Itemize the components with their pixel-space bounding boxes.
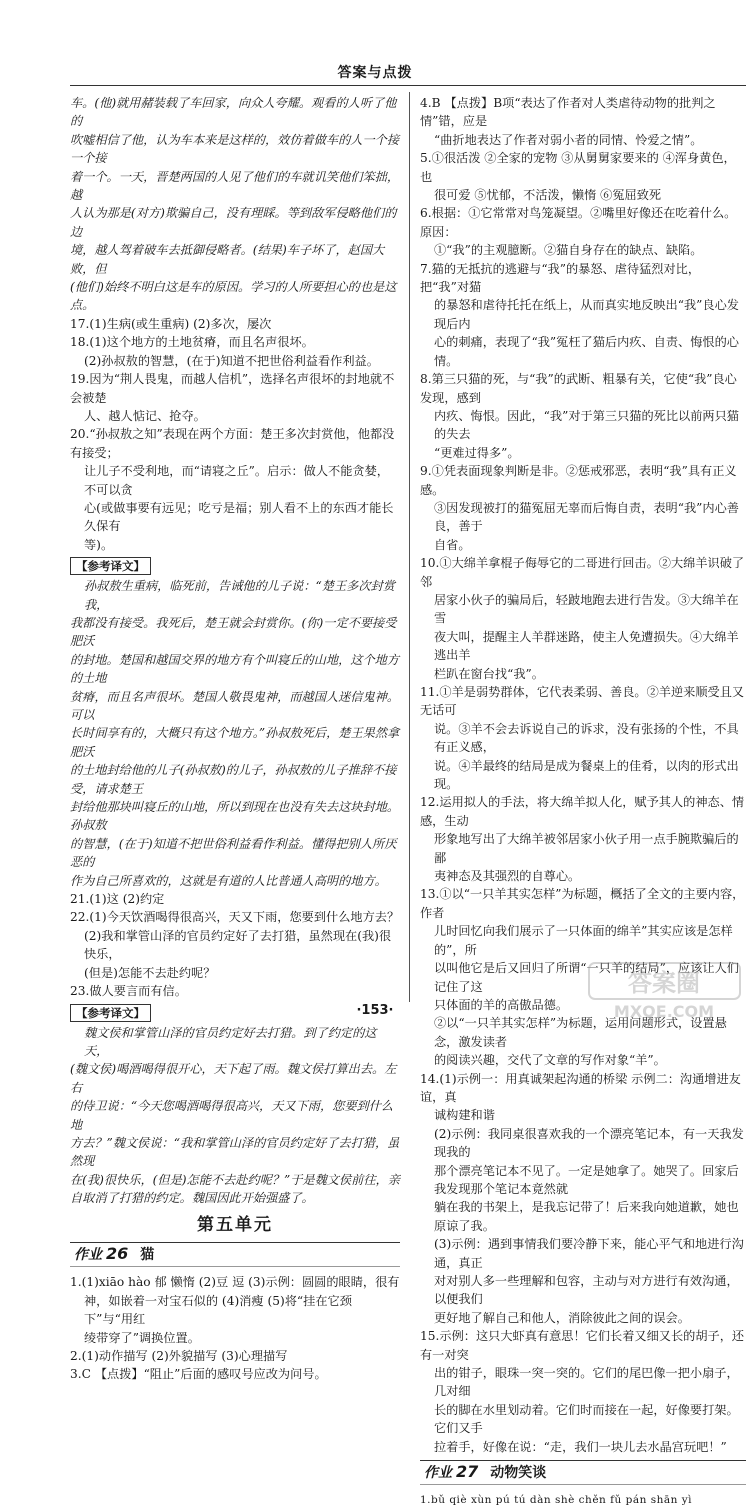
hw26-answer-1-cont: 绫带穿了”调换位置。 <box>84 1330 200 1345</box>
reference-translation-tag: 【参考译文】 <box>70 557 151 575</box>
homework-number: 26 <box>106 1243 129 1263</box>
answer-12: 12.运用拟人的手法，将大绵羊拟人化，赋予其人的神态、情感，生动 <box>420 795 745 828</box>
answer-14-cont: (3)示例：遇到事情我们要冷静下来，能心平气和地进行沟通，真正 <box>434 1237 744 1270</box>
answer-12-cont: 夷神态及其强烈的自尊心。 <box>434 869 581 884</box>
answer-9-cont: 自省。 <box>434 537 471 552</box>
header-rule <box>70 85 746 86</box>
text-line: (他们)始终不明白这是车的原因。学习的人所要担心的也是这点。 <box>70 280 397 313</box>
answer-14-cont: 躺在我的书架上，是我忘记带了！后来我向她道歉，她也原谅了我。 <box>434 1200 739 1233</box>
homework-label: 作业 <box>74 1246 102 1263</box>
text-line: 自取消了打猎的约定。魏国因此开始强盛了。 <box>70 1191 314 1206</box>
text-line: 贫瘠，而且名声很坏。楚国人敬畏鬼神，而越国人迷信鬼神。可以 <box>70 689 400 722</box>
answer-13-cont: 只体面的羊的高傲品德。 <box>434 997 569 1012</box>
reference-translation-1 <box>70 577 400 890</box>
text-line: 魏文侯和掌管山泽的官员约定好去打猎。到了约定的这天， <box>84 1025 377 1058</box>
text-line: 在(我)很快乐，(但是)怎能不去赴约呢？”于是魏文侯前往，亲 <box>70 1172 400 1187</box>
answer-14-cont: 对对别人多一些理解和包容，主动与对方进行有效沟通，以便我们 <box>434 1274 739 1307</box>
text-line: 的土地封给他的儿子(孙叔敖)的儿子，孙叔敖的儿子推辞不接受，请求楚王 <box>70 763 397 796</box>
watermark-text-1: 答案圈 <box>628 969 700 997</box>
answer-9: 9.①凭表面现象判断是非。②惩戒邪恶，表明“我”具有正义感。 <box>420 464 737 497</box>
answer-20-cont: 让儿子不受利地，而“请寝之丘”。启示：做人不能贪婪，不可以贪 <box>84 464 389 497</box>
answer-7: 7.猫的无抵抗的逃避与“我”的暴怒、虐待猛烈对比，把“我”对猫 <box>420 261 701 295</box>
answer-15: 15.示例：这只大虾真有意思！它们长着又细又长的胡子，还有一对突 <box>420 1329 745 1362</box>
text-line: 的侍卫说：“今天您喝酒喝得很高兴，天又下雨，您要到什么地 <box>70 1099 394 1132</box>
right-column <box>420 94 746 1510</box>
text-line: 长时间享有的，大概只有这个地方。”孙叔敖死后，楚王果然拿肥沃 <box>70 726 400 759</box>
text-line: 的智慧，(在于)知道不把世俗利益看作利益。懂得把别人所厌恶的 <box>70 836 397 870</box>
answer-15-cont: 长的脚在水里划动着。它们时而接在一起，好像要打架。它们又手 <box>434 1402 739 1436</box>
hw26-answer-3: 3.C 【点拨】“阻止”后面的感叹号应改为问号。 <box>70 1367 327 1382</box>
text-line: 作为自己所喜欢的，这就是有道的人比普通人高明的地方。 <box>70 873 387 888</box>
homework-number: 27 <box>456 1462 479 1482</box>
hw27-answer-1: 1.bǔ qiè xùn pú tú dàn shè chěn fǔ pán shān yì <box>420 1494 693 1507</box>
answer-7-cont: 的暴怒和虐待托托在纸上，从而真实地反映出“我”良心发现后内 <box>434 298 739 331</box>
answer-10-cont: 夜大叫，提醒主人羊群迷路，使主人免遭损失。④大绵羊逃出羊 <box>434 629 739 663</box>
answer-23: 23.做人要言而有信。 <box>70 984 187 999</box>
answer-5-cont: 很可爱 ⑤忧郁，不活泼，懒惰 ⑥冤屈致死 <box>434 188 662 203</box>
homework-name: 动物笑谈 <box>490 1465 547 1482</box>
homework-name: 猫 <box>140 1246 155 1263</box>
answer-14-cont: (2)示例：我同桌很喜欢我的一个漂亮笔记本，有一天我发现我的 <box>434 1126 744 1160</box>
answer-13: 13.①以“一只羊其实怎样”为标题，概括了全文的主要内容，作者 <box>420 887 745 920</box>
answer-11-cont: 说。③羊不会去诉说自己的诉求，没有张扬的个性，不具有正义感， <box>434 721 739 755</box>
answer-22-cont: (但是)怎能不去赴约呢？ <box>84 965 216 980</box>
answer-14: 14.(1)示例一：用真诚架起沟通的桥梁 示例二：沟通增进友谊，真 <box>420 1071 741 1104</box>
unit-title: 第五单元 <box>197 1214 273 1235</box>
homework-label: 作业 <box>424 1465 452 1482</box>
answer-21: 21.(1)这 (2)约定 <box>70 892 165 907</box>
text-line: 吹嘘相信了他，认为车本来是这样的，效仿着做车的人一个接一个接 <box>70 132 400 166</box>
page-header-title: 答案与点拨 <box>337 65 413 81</box>
hw26-answer-1: 1.(1)xiāo hào 郁 懒惰 (2)豆 逗 (3)示例：圆圆的眼睛，很有 <box>70 1275 400 1290</box>
left-column <box>70 94 400 1384</box>
answer-13-cont: 的阅读兴趣，交代了文章的写作对象“羊”。 <box>434 1053 666 1068</box>
answer-5: 5.①很活泼 ②全家的宠物 ③从舅舅家要来的 ④浑身黄色，也 <box>420 151 736 184</box>
answer-14-cont: 诚构建和谐 <box>434 1108 495 1123</box>
page-number: ·153· <box>356 1003 394 1018</box>
answer-15-cont: 出的钳子，眼珠一突一突的。它们的尾巴像一把小扇子，几对细 <box>434 1366 739 1399</box>
answer-11-cont: 说。④羊最终的结局是成为餐桌上的佳肴，以肉的形式出现。 <box>434 758 739 792</box>
text-line: (魏文侯)喝酒喝得很开心，天下起了雨。魏文侯打算出去。左右 <box>70 1062 397 1095</box>
answer-13-cont: 以叫他它是后又回归了所谓“一只羊的结局”，应该让人们记住了这 <box>434 961 739 994</box>
text-line: 封给他那块叫寝丘的山地，所以到现在也没有失去这块封地。孙叔敖 <box>70 800 400 833</box>
answer-6-cont: ①“我”的主观臆断。②猫自身存在的缺点、缺陷。 <box>434 243 703 258</box>
answer-8-cont: 内疚、悔恨。因此，“我”对于第三只猫的死比以前两只猫的失去 <box>434 408 739 442</box>
answer-18-cont: (2)孙叔敖的智慧，(在于)知道不把世俗利益看作利益。 <box>84 353 379 368</box>
answer-4-cont: “曲折地表达了作者对弱小者的同情、怜爱之情”。 <box>434 132 703 147</box>
answer-22-cont: (2)我和掌管山泽的官员约定好了去打猎，虽然现在(我)很快乐， <box>84 928 392 962</box>
answer-19-cont: 人、越人惦记、抢夺。 <box>84 408 206 423</box>
text-line: 着一个。一天，晋楚两国的人见了他们的车就讥笑他们笨拙，越 <box>70 169 400 203</box>
answer-12-cont: 形象地写出了大绵羊被邻居家小伙子用一点手腕欺骗后的鄙 <box>434 832 739 865</box>
text-line: 孙叔敖生重病，临死前，告诫他的儿子说：“楚王多次封赏我， <box>84 579 395 612</box>
answer-19: 19.因为“荆人畏鬼，而越人信机”，选择名声很坏的封地就不会被楚 <box>70 372 395 405</box>
answer-20-cont: 等)。 <box>84 537 114 552</box>
answer-6: 6.根据：①它常常对鸟笼凝望。②嘴里好像还在吃着什么。原因： <box>420 206 737 239</box>
text-line: 方去？”魏文侯说：“我和掌管山泽的官员约定好了去打猎，虽然现 <box>70 1135 400 1169</box>
answer-18: 18.(1)这个地方的土地贫瘠，而且名声很坏。 <box>70 335 314 350</box>
answer-11: 11.①羊是弱势群体，它代表柔弱、善良。②羊逆来顺受且又无话可 <box>420 685 745 718</box>
text-line: 的封地。楚国和越国交界的地方有个叫寝丘的山地，这个地方的土地 <box>70 652 400 686</box>
answer-20-cont: 心(或做事要有远见；吃亏是福；别人看不上的东西才能长久保有 <box>84 500 394 534</box>
intro-translation <box>70 94 400 315</box>
answer-9-cont: ③因发现被打的猫冤屈无辜而后悔自责，表明“我”内心善良，善于 <box>434 500 739 534</box>
answer-10-cont: 居家小伙子的骗局后，轻跛地跑去进行告发。③大绵羊在雪 <box>434 592 739 626</box>
text-line: 人认为那是(对方)欺骗自己，没有理睬。等到敌军侵略他们的边 <box>70 206 397 239</box>
reference-translation-tag: 【参考译文】 <box>70 1004 151 1022</box>
hw26-answer-2: 2.(1)动作描写 (2)外貌描写 (3)心理描写 <box>70 1349 288 1363</box>
answer-17: 17.(1)生病(或生重病) (2)多次，屡次 <box>70 316 272 331</box>
reference-translation-2 <box>70 1024 400 1208</box>
answer-13-cont: ②以“一只羊其实怎样”为标题，运用问题形式，设置悬念，激发读者 <box>434 1016 727 1049</box>
answer-15-cont: 拉着手，好像在说：“走，我们一块儿去水晶宫玩吧！” <box>434 1439 727 1454</box>
answer-14-cont: 那个漂亮笔记本不见了。一定是她拿了。她哭了。回家后我发现那个笔记本竟然就 <box>434 1163 739 1196</box>
answer-8: 8.第三只猫的死，与“我”的武断、粗暴有关，它使“我”良心发现，感到 <box>420 372 737 405</box>
answer-10: 10.①大绵羊拿棍子侮辱它的二哥进行回击。②大绵羊识破了邻 <box>420 556 745 589</box>
answer-13-cont: 儿时回忆向我们展示了一只体面的绵羊”其实应该是怎样的”，所 <box>434 924 733 957</box>
answer-4: 4.B 【点拨】B项“表达了作者对人类虐待动物的批判之情”错，应是 <box>420 96 716 129</box>
homework-26-header <box>70 1242 400 1267</box>
answer-10-cont: 栏趴在窗台找“我”。 <box>434 666 544 681</box>
answer-20: 20.“孙叔敖之知”表现在两个方面：楚王多次封赏他，他都没有接受； <box>70 427 395 460</box>
hw26-answer-1-cont: 神，如嵌着一对宝石似的 (4)消瘦 (5)将“挂在它颈下”与“用红 <box>84 1293 352 1327</box>
answer-14-cont: 更好地了解自己和他人，消除彼此之间的误会。 <box>434 1310 690 1325</box>
watermark-text-2: MXQE.COM <box>613 1002 715 1021</box>
column-divider <box>409 92 410 1002</box>
text-line: 车。(他)就用赭装载了车回家，向众人夸耀。观看的人听了他的 <box>70 96 397 129</box>
watermark-logo <box>587 961 742 1023</box>
answer-22: 22.(1)今天饮酒喝得很高兴，天又下雨，您要到什么地方去？ <box>70 910 400 925</box>
answer-8-cont: “更难过得多”。 <box>434 445 520 460</box>
homework-27-header <box>420 1460 746 1485</box>
text-line: 境，越人驾着破车去抵御侵略者。(结果)车子坏了，赵国大败，但 <box>70 243 385 276</box>
answer-7-cont: 心的刺痛，表现了“我”冤枉了猫后内疚、自责、悔恨的心情。 <box>434 335 739 368</box>
text-line: 我都没有接受。我死后，楚王就会封赏你。(你)一定不要接受肥沃 <box>70 615 397 649</box>
